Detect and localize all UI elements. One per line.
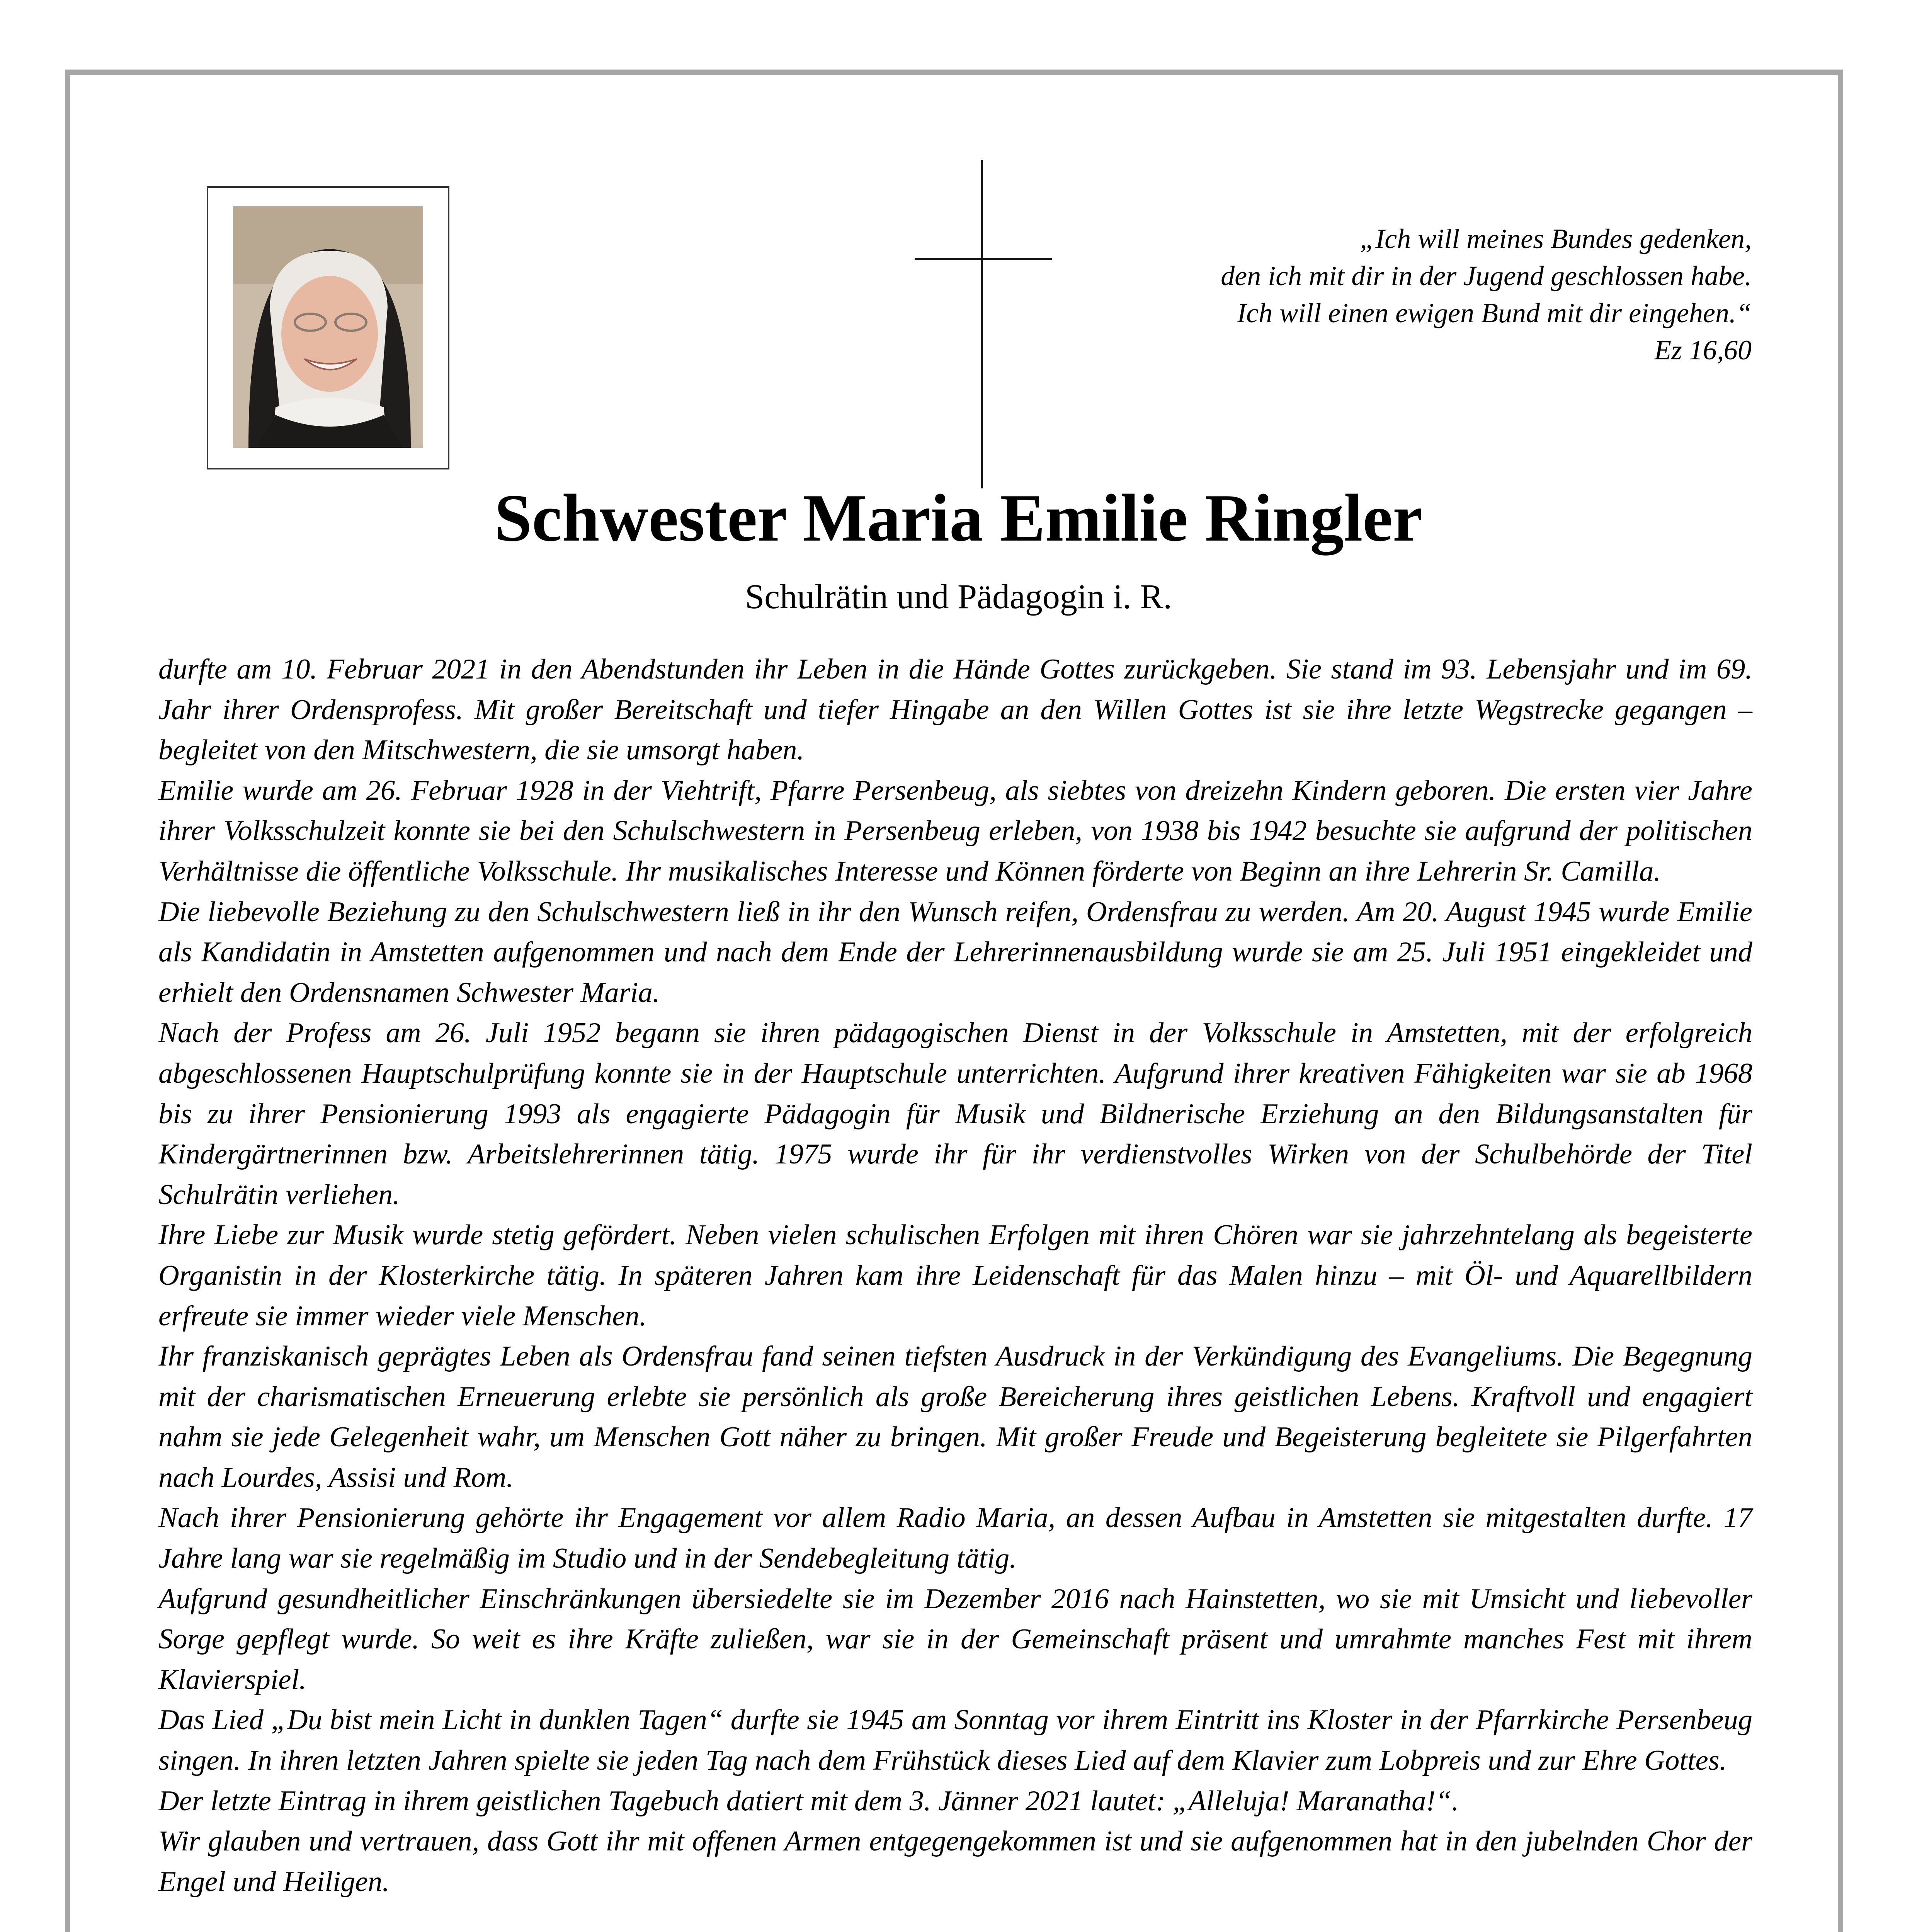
body-paragraph: Nach der Profess am 26. Juli 1952 begann sie ihren pädagogischen Dienst in der Volksschule in Amstetten, mit der erfolgreich abgeschlossenen Hauptschulprüfung konnte sie in der Hauptschule unterrichten. Aufgrund ihrer kreativen Fähigkeiten war sie ab 1968 bis zu ihrer Pensionierung 1993 als engagierte Pädagogin für Musik und Bildnerische Erziehung an den Bildungsanstalten für Kindergärtnerinnen bzw. Arbeitslehrerinnen tätig. 1975 wurde ihr für ihr verdienstvolles Wirken von der Schulbehörde der Titel Schulrätin verliehen. (158, 1017, 1752, 1211)
deceased-name: Schwester Maria Emilie Ringler (494, 480, 1423, 555)
deceased-title: Schulrätin und Pädagogin i. R. (745, 578, 1172, 616)
portrait-photo (233, 206, 423, 448)
body-paragraph: durfte am 10. Februar 2021 in den Abendstunden ihr Leben in die Hände Gottes zurückgeben. Sie stand im 93. Lebensjahr und im 69. Jahr ihrer Ordensprofess. Mit großer Bereitschaft und tiefer Hingabe an den Willen Gottes ist sie ihre letzte Wegstrecke gegangen – begleitet von den Mitschwestern, die sie umsorgt haben. (158, 653, 1752, 766)
quote-line: „Ich will meines Bundes gedenken, (1360, 223, 1752, 254)
body-paragraph: Emilie wurde am 26. Februar 1928 in der Viehtrift, Pfarre Persenbeug, als siebtes von dreizehn Kindern geboren. Die ersten vier Jahre ihrer Volksschulzeit konnte sie bei den Schulschwestern in Persenbeug erleben, von 1938 bis 1942 besuchte sie aufgrund der politischen Verhältnisse die öffentliche Volksschule. Ihr musikalisches Interesse und Können förderte von Beginn an ihre Lehrerin Sr. Camilla. (158, 774, 1752, 887)
body-paragraph: Aufgrund gesundheitlicher Einschränkungen übersiedelte sie im Dezember 2016 nach Hainstetten, wo sie mit Umsicht und liebevoller Sorge gepflegt wurde. So weit es ihre Kräfte zuließen, war sie in der Gemeinschaft präsent und umrahmte manches Fest mit ihrem Klavierspiel. (158, 1583, 1752, 1696)
body-paragraph: Ihr franziskanisch geprägtes Leben als Ordensfrau fand seinen tiefsten Ausdruck in der Verkündigung des Evangeliums. Die Begegnung mit der charismatischen Erneuerung erlebte sie persönlich als große Bereicherung ihres geistlichen Lebens. Kraftvoll und engagiert nahm sie jede Gelegenheit wahr, um Menschen Gott näher zu bringen. Mit großer Freude und Begeisterung begleitete sie Pilgerfahrten nach Lourdes, Assisi und Rom. (158, 1340, 1752, 1493)
quote-line: den ich mit dir in der Jugend geschlossen habe. (1221, 260, 1752, 291)
cross-vertical-bar (981, 160, 983, 488)
quote-line: Ich will einen ewigen Bund mit dir eingehen.“ (1237, 298, 1752, 328)
body-paragraph: Wir glauben und vertrauen, dass Gott ihr mit offenen Armen entgegengekommen ist und sie aufgenommen hat in den jubelnden Chor der Engel und Heiligen. (158, 1825, 1752, 1898)
portrait-frame (207, 186, 449, 469)
bible-quote (1017, 220, 1752, 369)
body-paragraph: Nach ihrer Pensionierung gehörte ihr Engagement vor allem Radio Maria, an dessen Aufbau in Amstetten sie mitgestalten durfte. 17 Jahre lang war sie regelmäßig im Studio und in der Sendebegleitung tätig. (158, 1502, 1752, 1575)
body-paragraph: Das Lied „Du bist mein Licht in dunklen Tagen“ durfte sie 1945 am Sonntag vor ihrem Eintritt ins Kloster in der Pfarrkirche Persenbeug singen. In ihren letzten Jahren spielte sie jeden Tag nach dem Frühstück dieses Lied auf dem Klavier zum Lobpreis und zur Ehre Gottes. (158, 1704, 1752, 1777)
quote-reference: Ez 16,60 (1654, 335, 1752, 366)
body-paragraph: Die liebevolle Beziehung zu den Schulschwestern ließ in ihr den Wunsch reifen, Ordensfrau zu werden. Am 20. August 1945 wurde Emilie als Kandidatin in Amstetten aufgenommen und nach dem Ende der Lehrerinnenausbildung wurde sie am 25. Juli 1951 eingekleidet und erhielt den Ordensnamen Schwester Maria. (158, 896, 1752, 1009)
body-paragraph: Der letzte Eintrag in ihrem geistlichen Tagebuch datiert mit dem 3. Jänner 2021 lautet: „Alleluja! Maranatha!“. (158, 1785, 1459, 1817)
body-paragraph: Ihre Liebe zur Musik wurde stetig gefördert. Neben vielen schulischen Erfolgen mit ihren Chören war sie jahrzehntelang als begeisterte Organistin in der Klosterkirche tätig. In späteren Jahren kam ihre Leidenschaft für das Malen hinzu – mit Öl- und Aquarellbildern erfreute sie immer wieder viele Menschen. (158, 1219, 1752, 1332)
obituary-body (158, 649, 1752, 1902)
